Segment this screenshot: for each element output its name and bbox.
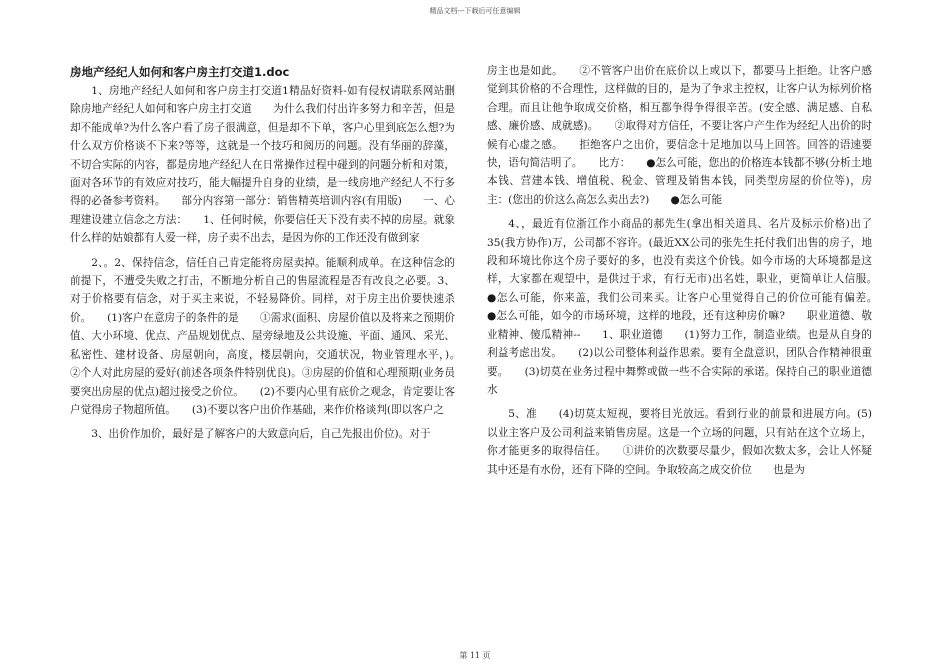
paragraph: 5、准 (4)切莫太短视，要将目光放远。看到行业的前景和进展方向。(5)以业主客户及公司利益来销售房屋。这是一个立场的问题，只有站在这个立场上，你才能更多的取得信任。 ①讲价的次数要尽量少，假如次数太多，会让人怀疑其中还是有水份，还有下降的空间。争取较高之成交价位 也是为 bbox=[487, 408, 872, 476]
paragraph: 4、，最近有位浙江作小商品的郝先生(拿出相关道具、名片及标示价格)出了35(我方协作)万，公司都不容许。(最近XX公司的张先生托付我们出售的房子，地段和环境比你这个房子要好的多，也没有卖这个价钱。如今市场的大环境都是这样，大家都在观望中，是供过于求，有行无市)出名姓，职业，更简单让人信服。 ●怎么可能，你来盖，我们公司来买。让客户心里觉得自己的价位可能有偏差。 ●怎么可能，如今的市场环境，这样的地段，还有这种房价嘛? 职业道德、敬业精神、傻瓜精神-- 1、职业道德 (1)努力工作，制造业绩。也是从自身的利益考虑出发。 (2)以公司整体利益作思索。要有全盘意识，团队合作精神很重要。 (3)切莫在业务过程中舞弊或做一些不合实际的承诺。保持自己的职业道德水 bbox=[487, 218, 894, 396]
left-column bbox=[70, 62, 477, 450]
page-number: 第 11 页 bbox=[459, 651, 491, 660]
right-column bbox=[487, 62, 894, 485]
paragraph: 1、房地产经纪人如何和客户房主打交道1精品好资料-如有侵权请联系网站删除房地产经纪人如何和客户房主打交道 为什么我们付出许多努力和辛苦，但是却不能成单?为什么客户看了房子很满意，但是却不下单，客户心里到底怎么想?为什么双方价格谈不下来?等等，这就是一个技巧和阅历的问题。没有华丽的辞藻，不切合实际的内容，都是房地产经纪人在日常操作过程中碰到的问题分析和对策，面对各环节的有效应对技巧，能大幅提升自身的业绩，是一线房地产经纪人不行多得的必备参考资料。 部分内容第一部分：销售精英培训内容(有用版) 一、心理建设建立信念之方法： 1、任何时候，你要信任天下没有卖不掉的房屋。就象什么样的姑娘都有人爱一样，房子卖不出去，是因为你的工作还没有做到家 bbox=[70, 85, 455, 245]
paragraph: 2、。2、保持信念，信任自己肯定能将房屋卖掉。能顺利成单。在这种信念的前提下，不遭受失败之打击，不断地分析自己的售屋流程是否有改良之必要。3、对于价格要有信念，对于买主来说，不轻易降价。同样，对于房主出价要快速杀价。 (1)客户在意房子的条件的是 ①需求(面积、房屋价值以及将来之预期价值、大小环境、优点、产品规划优点、屋旁绿地及公共设施、平面、通风、采光、私密性、建材设备、房屋朝向，高度，楼层朝向，交通状况，物业管理水平，)。 ②个人对此房屋的爱好(前述各项条件特别优良)。③房屋的价值和心理预期(业务员要突出房屋的优点)超过接受之价位。 (2)不要内心里有底价之观念，肯定要让客户觉得房子物超所值。 (3)不要以客户出价作基础，来作价格谈判(即以客户之 bbox=[70, 256, 477, 416]
page-header: 精品文档---下载后可任意编辑 bbox=[429, 7, 521, 15]
document-title: 房地产经纪人如何和客户房主打交道1.doc bbox=[70, 65, 290, 79]
paragraph: 3、出价作加价，最好是了解客户的大致意向后，自己先报出价位)。对于 bbox=[91, 428, 431, 441]
paragraph: 房主也是如此。 ②不管客户出价在底价以上或以下，都要马上拒绝。让客户感觉到其价格的不合理性，这样做的目的，是为了争求主控权，让客户认为标列价格合理。而且让他争取成交价格，相互都争得争得很辛苦。(安全感、满足感、自私感、廉价感、成就感)。 ②取得对方信任，不要让客户产生作为经纪人出价的时候有心虚之感。 拒绝客户之出价，要信念十足地加以马上回答。回答的语速要快，语句简洁明了。 比方： ●怎么可能，您出的价格连本钱都不够(分析土地本钱、营建本钱、增值税、税金、管理及销售本钱，同类型房屋的价位等)，房主：(您出的价这么高怎么卖出去?) ●怎么可能 bbox=[487, 65, 872, 206]
